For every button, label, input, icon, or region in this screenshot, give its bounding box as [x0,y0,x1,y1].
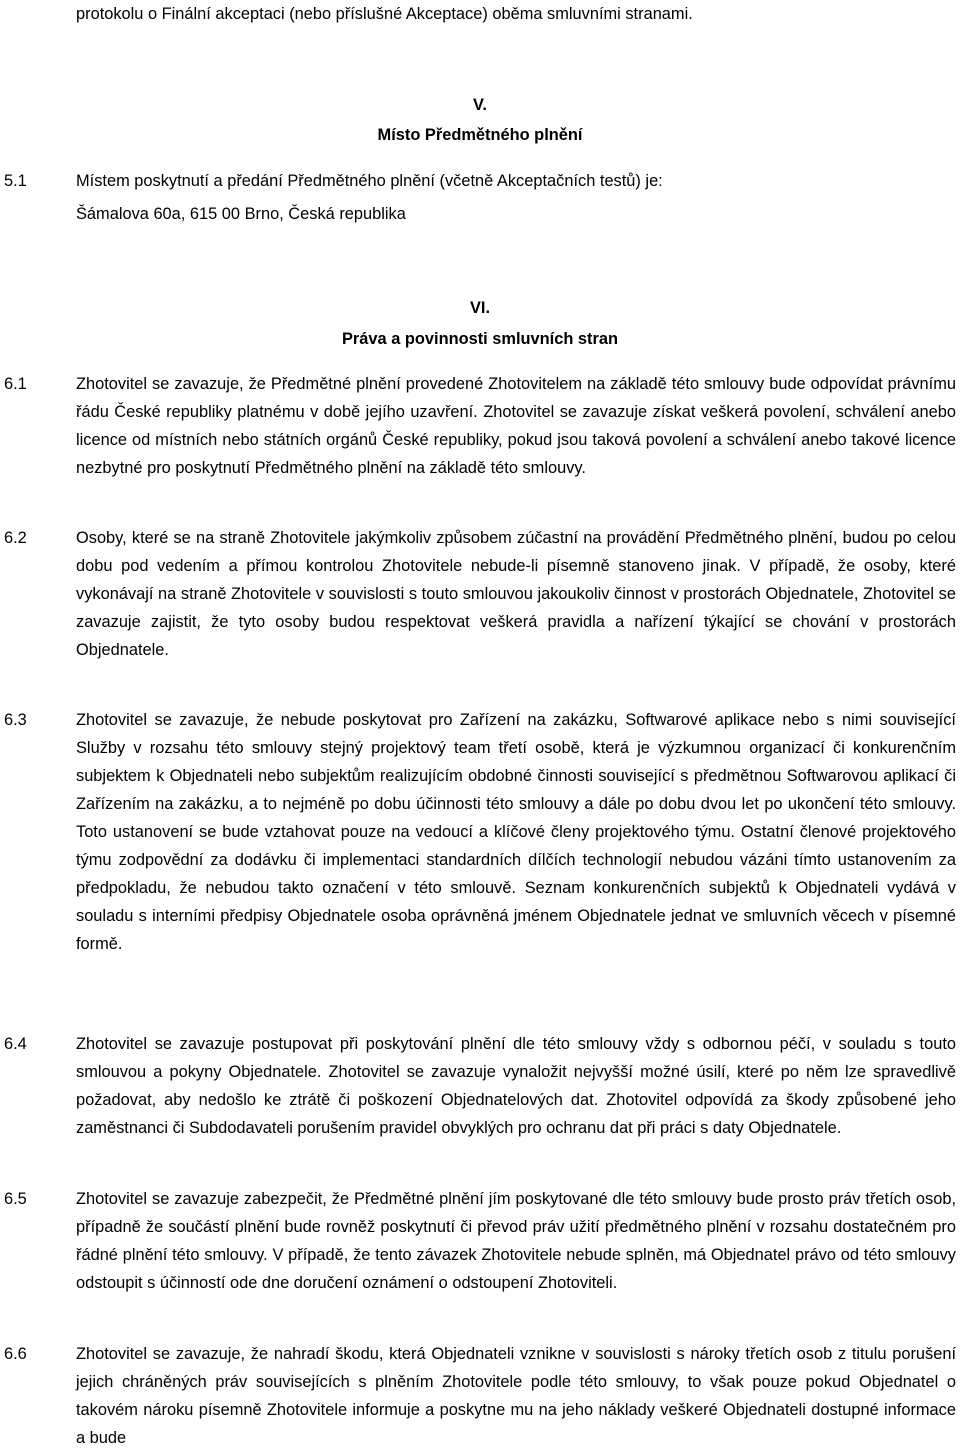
clause-number: 6.6 [4,1345,27,1363]
clause-number: 6.1 [4,375,27,393]
clause-5-1-line1: Místem poskytnutí a předání Předmětného plnění (včetně Akceptačních testů) je: [76,172,663,190]
clause-number: 6.2 [4,529,27,547]
clause-text: Zhotovitel se zavazuje, že nahradí škodu, která Objednateli vznikne v souvislosti s nároky třetích osob z titulu porušení jejich chráněných práv souvisejících s plněním Zhotovitele podle této smlouvy, to však pouze pokud Objednatel o takovém nároku písemně Zhotovitele informuje a poskytne mu na jeho náklady veškeré Objednateli dostupné informace a bude [76,1345,956,1447]
clause-5-1-line2: Šámalova 60a, 615 00 Brno, Česká republika [76,205,406,223]
clause-text: Zhotovitel se zavazuje, že nebude poskytovat pro Zařízení na zakázku, Softwarové aplikace nebo s nimi související Služby v rozsahu této smlouvy stejný projektový team třetí osobě, která je výzkumnou organizací či konkurenčním subjektem k Objednateli nebo subjektům realizujícím obdobné činnosti související s předmětnou Softwarovou aplikací či Zařízením na zakázku, a to nejméně po dobu účinnosti této smlouvy a dále po dobu dvou let po ukončení této smlouvy. Toto ustanovení se bude vztahovat pouze na vedoucí a klíčové členy projektového týmu. Ostatní členové projektového týmu zodpovědní za dodávku či implementaci standardních dílčích technologií nebudou vázáni tímto ustanovením za předpokladu, že nebudou takto označení v této smlouvě. Seznam konkurenčních subjektů k Objednateli vydává v souladu s interními předpisy Objednatele osoba oprávněná jménem Objednatele jednat ve smluvních věcech v písemné formě. [76,711,956,953]
clause-text: Osoby, které se na straně Zhotovitele jakýmkoliv způsobem zúčastní na provádění Předmětného plnění, budou po celou dobu pod vedením a přímou kontrolou Zhotovitele nebude-li písemně stanoveno jinak. V případě, že osoby, které vykonávají na straně Zhotovitele v souvislosti s touto smlouvou jakoukoliv činnost v prostorách Objednatele, Zhotovitel se zavazuje zajistit, že tyto osoby budou respektovat veškerá pravidla a nařízení týkající se chování v prostorách Objednatele. [76,529,956,659]
section-v-title: Místo Předmětného plnění [377,126,583,144]
clause-number: 6.5 [4,1190,27,1208]
clause-5-1-number: 5.1 [4,172,27,190]
clause-text: Zhotovitel se zavazuje postupovat při poskytování plnění dle této smlouvy vždy s odbornou péčí, v souladu s touto smlouvou a pokyny Objednatele. Zhotovitel se zavazuje vynaložit nejvyšší možné úsilí, které po něm lze spravedlivě požadovat, aby nedošlo ke ztrátě či poškození Objednatelových dat. Zhotovitel odpovídá za škody způsobené jeho zaměstnanci či Subdodavateli porušením pravidel obvyklých pro ochranu dat při práci s daty Objednatele. [76,1035,956,1137]
clause-number: 6.3 [4,711,27,729]
section-v-number: V. [473,96,487,114]
clause-number: 6.4 [4,1035,27,1053]
continuation-line: protokolu o Finální akceptaci (nebo příslušné Akceptace) oběma smluvními stranami. [76,5,693,23]
clause-text: Zhotovitel se zavazuje zabezpečit, že Předmětné plnění jím poskytované dle této smlouvy bude prosto práv třetích osob, případně že součástí plnění bude rovněž poskytnutí či převod práv užití předmětného plnění v rozsahu dostatečném pro řádné plnění této smlouvy. V případě, že tento závazek Zhotovitele nebude splněn, má Objednatel právo od této smlouvy odstoupit s účinností ode dne doručení oznámení o odstoupení Zhotoviteli. [76,1190,956,1292]
clause-text: Zhotovitel se zavazuje, že Předmětné plnění provedené Zhotovitelem na základě této smlouvy bude odpovídat právnímu řádu České republiky platnému v době jejího uzavření. Zhotovitel se zavazuje získat veškerá povolení, schválení anebo licence od místních nebo státních orgánů České republiky, pokud jsou taková povolení a schválení anebo takové licence nezbytné pro poskytnutí Předmětného plnění na základě této smlouvy. [76,375,956,477]
section-vi-number: VI. [469,299,491,317]
section-vi-title: Práva a povinnosti smluvních stran [342,330,618,348]
